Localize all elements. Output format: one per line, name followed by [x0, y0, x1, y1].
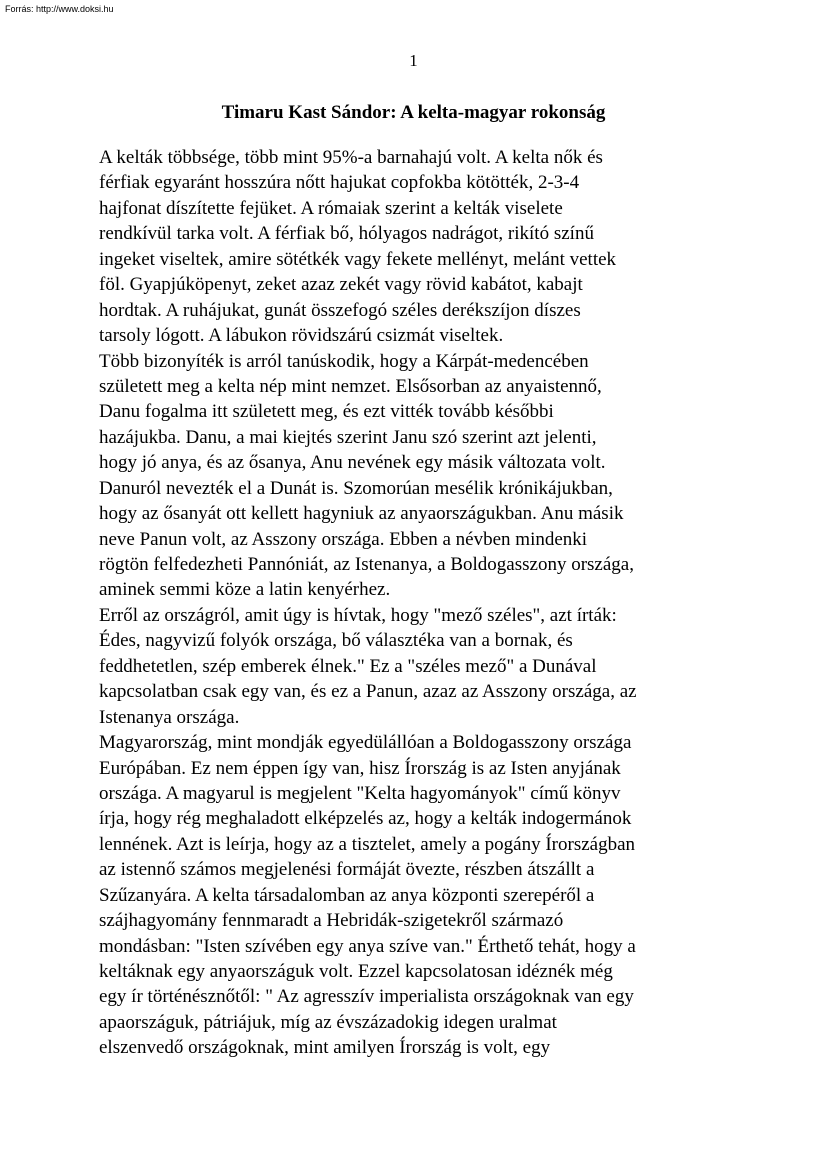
text-line: szájhagyomány fennmaradt a Hebridák-szigetekről származó	[99, 910, 564, 932]
text-line: apaországuk, pátriájuk, míg az évszázadokig idegen uralmat	[99, 1011, 557, 1033]
text-line: az istennő számos megjelenési formáját övezte, részben átszállt a	[99, 859, 595, 881]
text-line: lennének. Azt is leírja, hogy az a tisztelet, amely a pogány Írországban	[99, 833, 636, 855]
source-note: Forrás: http://www.doksi.hu	[5, 4, 114, 14]
text-line: hordtak. A ruhájukat, gunát összefogó széles derékszíjon díszes	[99, 299, 581, 321]
text-line: országa. A magyarul is megjelent "Kelta hagyományok" című könyv	[99, 782, 621, 804]
text-line: föl. Gyapjúköpenyt, zeket azaz zekét vagy rövid kabátot, kabajt	[99, 274, 583, 296]
text-line: rendkívül tarka volt. A férfiak bő, hólyagos nadrágot, rikító színű	[99, 223, 594, 245]
text-line: mondásban: "Isten szívében egy anya szíve van." Érthető tehát, hogy a	[99, 935, 636, 957]
text-line: Európában. Ez nem éppen így van, hisz Írország is az Isten anyjának	[99, 757, 621, 779]
text-line: Danu fogalma itt született meg, és ezt vitték tovább későbbi	[99, 401, 554, 423]
text-line: Istenanya országa.	[99, 706, 240, 728]
body-text	[99, 145, 739, 1061]
text-line: született meg a kelta nép mint nemzet. Elsősorban az anyaistennő,	[99, 375, 602, 397]
text-line: hajfonat díszítette fejüket. A rómaiak szerint a kelták viselete	[99, 197, 563, 219]
text-line: Erről az országról, amit úgy is hívtak, hogy "mező széles", azt írták:	[99, 604, 617, 626]
text-line: egy ír történésznőtől: " Az agresszív imperialista országoknak van egy	[99, 986, 634, 1008]
text-line: hogy az ősanyát ott kellett hagyniuk az anyaországukban. Anu másik	[99, 503, 624, 525]
text-line: keltáknak egy anyaországuk volt. Ezzel kapcsolatosan idéznék még	[99, 961, 613, 982]
text-line: férfiak egyaránt hosszúra nőtt hajukat copfokba kötötték, 2-3-4	[99, 172, 580, 194]
text-line: kapcsolatban csak egy van, és ez a Panun, azaz az Asszony országa, az	[99, 681, 637, 703]
text-line: neve Panun volt, az Asszony országa. Ebben a névben mindenki	[99, 528, 588, 550]
text-line: feddhetetlen, szép emberek élnek." Ez a "széles mező" a Dunával	[99, 655, 597, 677]
text-line: Több bizonyíték is arról tanúskodik, hogy a Kárpát-medencében	[99, 350, 589, 372]
text-line: tarsoly lógott. A lábukon rövidszárú csizmát viseltek.	[99, 325, 504, 347]
text-line: hazájukba. Danu, a mai kiejtés szerint Janu szó szerint azt jelenti,	[99, 426, 597, 448]
text-line: Danuról nevezték el a Dunát is. Szomorúan mesélik krónikájukban,	[99, 477, 613, 499]
page-number: 1	[409, 51, 418, 70]
text-line: ingeket viseltek, amire sötétkék vagy fekete mellényt, melánt vettek	[99, 248, 617, 270]
text-line: Magyarország, mint mondják egyedülállóan a Boldogasszony országa	[99, 732, 632, 754]
text-line: írja, hogy rég meghaladott elképzelés az, hogy a kelták indogermánok	[99, 808, 632, 830]
text-line: rögtön felfedezheti Pannóniát, az Istenanya, a Boldogasszony országa,	[99, 554, 634, 575]
text-line: aminek semmi köze a latin kenyérhez.	[99, 579, 391, 601]
text-line: Szűzanyára. A kelta társadalomban az anya központi szerepéről a	[99, 884, 595, 906]
text-line: elszenvedő országoknak, mint amilyen Írország is volt, egy	[99, 1037, 551, 1059]
text-line: hogy jó anya, és az ősanya, Anu nevének egy másik változata volt.	[99, 452, 606, 474]
text-line: A kelták többsége, több mint 95%-a barnahajú volt. A kelta nők és	[99, 147, 603, 168]
document-title: Timaru Kast Sándor: A kelta-magyar rokonság	[221, 102, 606, 123]
text-line: Édes, nagyvizű folyók országa, bő választéka van a bornak, és	[99, 630, 573, 652]
